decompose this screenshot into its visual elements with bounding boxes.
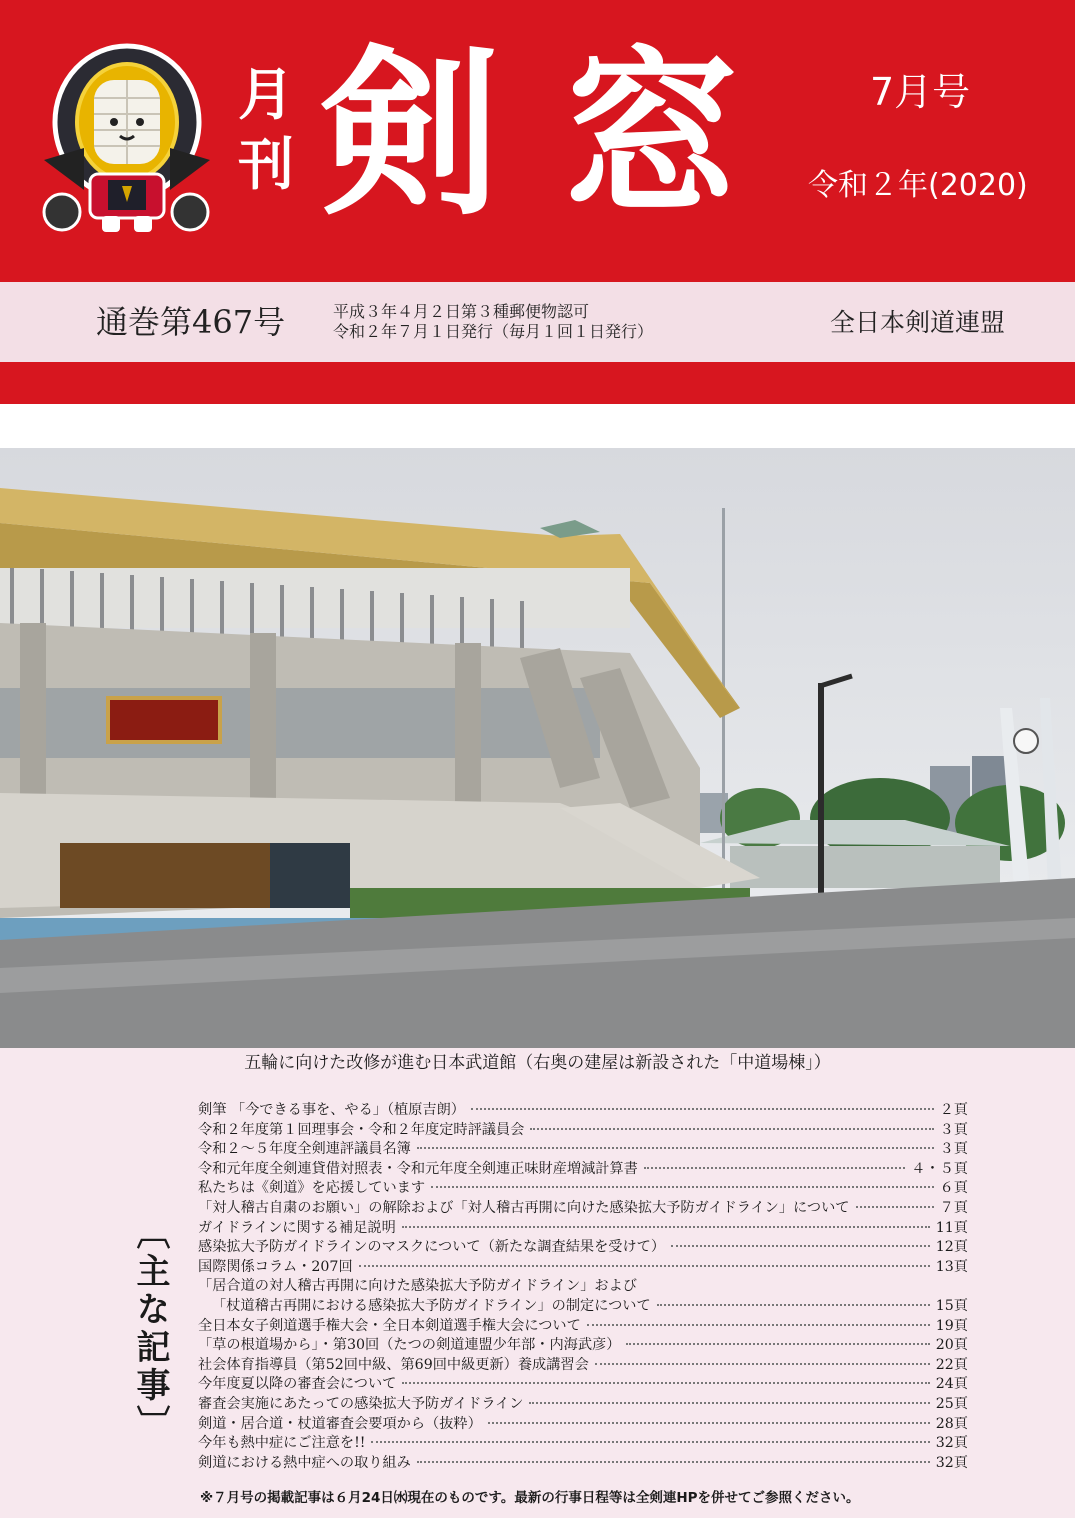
toc-item[interactable] <box>198 1140 968 1160</box>
table-of-contents <box>198 1101 968 1473</box>
toc-page: 12頁 <box>935 1239 968 1256</box>
toc-page: 13頁 <box>935 1258 968 1275</box>
toc-leader <box>529 1402 929 1404</box>
toc-item[interactable] <box>198 1238 968 1258</box>
toc-leader <box>471 1108 934 1110</box>
toc-title: 令和元年度全剣連貸借対照表・令和元年度全剣連正味財産増減計算書 <box>198 1160 638 1177</box>
toc-item[interactable] <box>198 1375 968 1395</box>
magazine-title: 剣窓 <box>320 29 801 240</box>
toc-title: 私たちは《剣道》を応援しています <box>198 1180 426 1197</box>
toc-item[interactable] <box>198 1160 968 1180</box>
toc-leader <box>417 1461 930 1463</box>
toc-title: 「草の根道場から」・第30回（たつの剣道連盟少年部・内海武彦） <box>198 1337 621 1354</box>
toc-title: 今年も熱中症にご注意を!! <box>198 1435 366 1452</box>
toc-title: 全日本女子剣道選手権大会・全日本剣道選手権大会について <box>198 1317 581 1334</box>
toc-page: ３頁 <box>939 1121 968 1138</box>
toc-leader <box>856 1206 934 1208</box>
volume-number: 通巻第467号 <box>96 303 286 341</box>
issue-month: 7月号 <box>870 70 971 114</box>
toc-page: 20頁 <box>935 1337 968 1354</box>
toc-page: ２頁 <box>939 1102 968 1118</box>
toc-page: 15頁 <box>935 1297 968 1314</box>
toc-leader <box>488 1422 930 1424</box>
toc-item[interactable] <box>198 1277 968 1297</box>
issue-note: ※７月号の掲載記事は６月24日㈬現在のものです。最新の行事日程等は全剣連HPを併せてご参照ください。 <box>200 1490 860 1506</box>
toc-leader <box>431 1186 934 1188</box>
issue-year: 令和２年(2020) <box>808 168 1028 203</box>
toc-item[interactable] <box>198 1101 968 1121</box>
toc-page: ６頁 <box>939 1180 968 1197</box>
toc-page: ７頁 <box>939 1199 968 1216</box>
toc-item[interactable] <box>198 1179 968 1199</box>
toc-page: 11頁 <box>935 1219 968 1236</box>
toc-leader <box>626 1343 929 1345</box>
toc-page: 28頁 <box>935 1415 968 1432</box>
photo-caption: 五輪に向けた改修が進む日本武道館（右奥の建屋は新設された「中道場棟」） <box>244 1053 831 1073</box>
toc-item[interactable] <box>198 1336 968 1356</box>
red-stripe <box>0 362 1075 404</box>
toc-item[interactable] <box>198 1415 968 1435</box>
toc-item[interactable] <box>198 1434 968 1454</box>
toc-title: 「杖道稽古再開における感染拡大予防ガイドライン」の制定について <box>212 1297 651 1314</box>
toc-title: 「対人稽古自粛のお願い」の解除および「対人稽古再開に向けた感染拡大予防ガイドライン」について <box>198 1199 850 1216</box>
toc-leader <box>644 1167 905 1169</box>
toc-title: 令和２～５年度全剣連評議員名簿 <box>198 1141 411 1158</box>
toc-leader <box>371 1441 929 1443</box>
toc-leader <box>359 1265 930 1267</box>
toc-title: 今年度夏以降の審査会について <box>198 1376 397 1393</box>
toc-title: ガイドラインに関する補足説明 <box>198 1219 396 1236</box>
toc-page: ４・５頁 <box>911 1160 968 1177</box>
toc-page: 32頁 <box>935 1435 968 1452</box>
toc-item[interactable] <box>198 1395 968 1415</box>
toc-leader <box>657 1304 930 1306</box>
toc-item[interactable] <box>198 1297 968 1317</box>
white-band <box>0 404 1075 454</box>
toc-title: 社会体育指導員（第52回中級、第69回中級更新）養成講習会 <box>198 1356 589 1373</box>
toc-page: ３頁 <box>939 1141 968 1158</box>
postal-line-2: 令和２年７月１日発行（毎月１回１日発行） <box>333 322 654 341</box>
postal-line-1: 平成３年４月２日第３種郵便物認可 <box>333 302 590 321</box>
toc-title: 令和２年度第１回理事会・令和２年度定時評議員会 <box>198 1121 525 1138</box>
toc-item[interactable] <box>198 1121 968 1141</box>
title-gekkan: 月刊 <box>238 62 294 198</box>
postal-info <box>333 302 653 342</box>
toc-title: 剣道・居合道・杖道審査会要項から（抜粋） <box>198 1415 482 1432</box>
toc-page: 24頁 <box>935 1376 968 1393</box>
toc-item[interactable] <box>198 1219 968 1239</box>
toc-leader <box>417 1147 934 1149</box>
toc-page: 32頁 <box>935 1454 968 1471</box>
toc-item[interactable] <box>198 1454 968 1474</box>
toc-title: 剣筆 「今できる事を、やる」（植原吉朗） <box>198 1102 465 1118</box>
toc-title: 審査会実施にあたっての感染拡大予防ガイドライン <box>198 1395 524 1412</box>
toc-label: 〔主な記事〕 <box>130 1215 170 1443</box>
toc-item[interactable] <box>198 1317 968 1337</box>
toc-item[interactable] <box>198 1356 968 1376</box>
toc-leader <box>402 1382 929 1384</box>
toc-title: 剣道における熱中症への取り組み <box>198 1454 411 1471</box>
toc-leader <box>587 1324 930 1326</box>
toc-title: 感染拡大予防ガイドラインのマスクについて（新たな調査結果を受けて） <box>198 1239 666 1256</box>
toc-title: 「居合道の対人稽古再開に向けた感染拡大予防ガイドライン」および <box>198 1278 637 1295</box>
toc-item[interactable] <box>198 1258 968 1278</box>
toc-item[interactable] <box>198 1199 968 1219</box>
budokan-photo <box>0 448 1075 1048</box>
toc-leader <box>595 1363 930 1365</box>
toc-page: 22頁 <box>935 1356 968 1373</box>
publisher-name: 全日本剣道連盟 <box>830 308 1006 337</box>
toc-leader <box>530 1128 933 1130</box>
toc-title: 国際関係コラム・207回 <box>198 1258 353 1275</box>
toc-leader <box>671 1245 930 1247</box>
kendo-mascot-icon <box>38 40 216 236</box>
toc-page: 19頁 <box>935 1317 968 1334</box>
toc-leader <box>402 1226 930 1228</box>
toc-page: 25頁 <box>935 1395 968 1412</box>
